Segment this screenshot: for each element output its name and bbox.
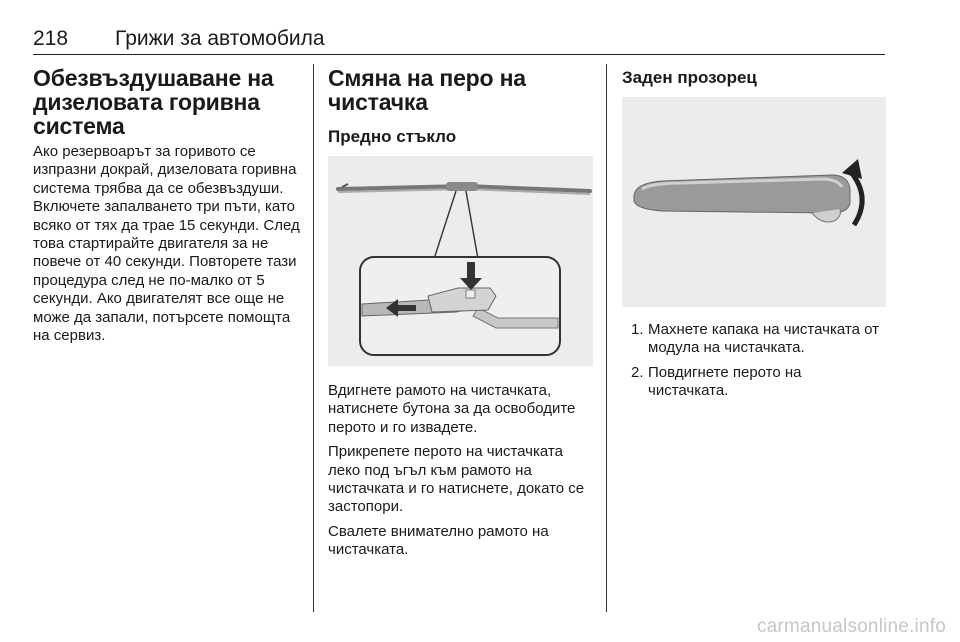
page-number: 218	[33, 27, 69, 50]
front-wiper-drawing	[328, 156, 593, 366]
wiper-step-lower: Свалете внимателно рамото на чистачката.	[328, 522, 549, 559]
rear-wiper-steps	[622, 321, 886, 401]
column-divider-1	[313, 64, 314, 612]
rear-window-heading: Заден прозорец	[622, 68, 757, 87]
step-text: Махнете капака на чистачката от модула на чистачката.	[648, 321, 879, 357]
watermark: carmanualsonline.info	[756, 616, 946, 637]
page-header	[33, 28, 885, 55]
wiper-step-attach: Прикрепете перото на чистачката леко под ъгъл към рамото на чистачката и го натиснете, докато се застопори.	[328, 443, 585, 516]
step-number: 1.	[631, 321, 644, 338]
column-diesel-bleeding	[33, 66, 303, 345]
wiper-blade-heading: Смяна на перо на чистачка	[328, 65, 526, 115]
list-item	[622, 364, 886, 401]
windscreen-subheading: Предно стъкло	[328, 127, 457, 146]
front-wiper-illustration	[328, 156, 593, 366]
diesel-bleeding-heading: Обезвъздушаване на дизеловата горивна система	[33, 65, 274, 139]
diesel-bleeding-text: Ако резервоарът за горивото се изпразни докрай, дизеловата горивна система трябва да се обезвъздуши. Включете запалването три пъти, като всяко от тях да трае 15 секунди. След това стартирайте двигателя за не повече от 40 секунди. Повторете тази процедура след не по-малко от 5 секунди. Ако двигателят все още не може да запали, потърсете помощта на сервиз.	[33, 143, 300, 345]
list-item	[622, 321, 886, 358]
rear-wiper-drawing	[622, 97, 886, 307]
column-rear-window	[622, 66, 886, 407]
step-number: 2.	[631, 363, 644, 381]
column-divider-2	[606, 64, 607, 612]
rear-wiper-illustration	[622, 97, 886, 307]
section-title: Грижи за автомобила	[115, 27, 325, 50]
wiper-step-remove: Вдигнете рамото на чистачката, натиснете бутона за да освободите перото и го извадете.	[328, 382, 576, 436]
step-text: Повдигнете перото на чистачката.	[648, 363, 802, 400]
column-wiper-blade	[328, 66, 593, 566]
